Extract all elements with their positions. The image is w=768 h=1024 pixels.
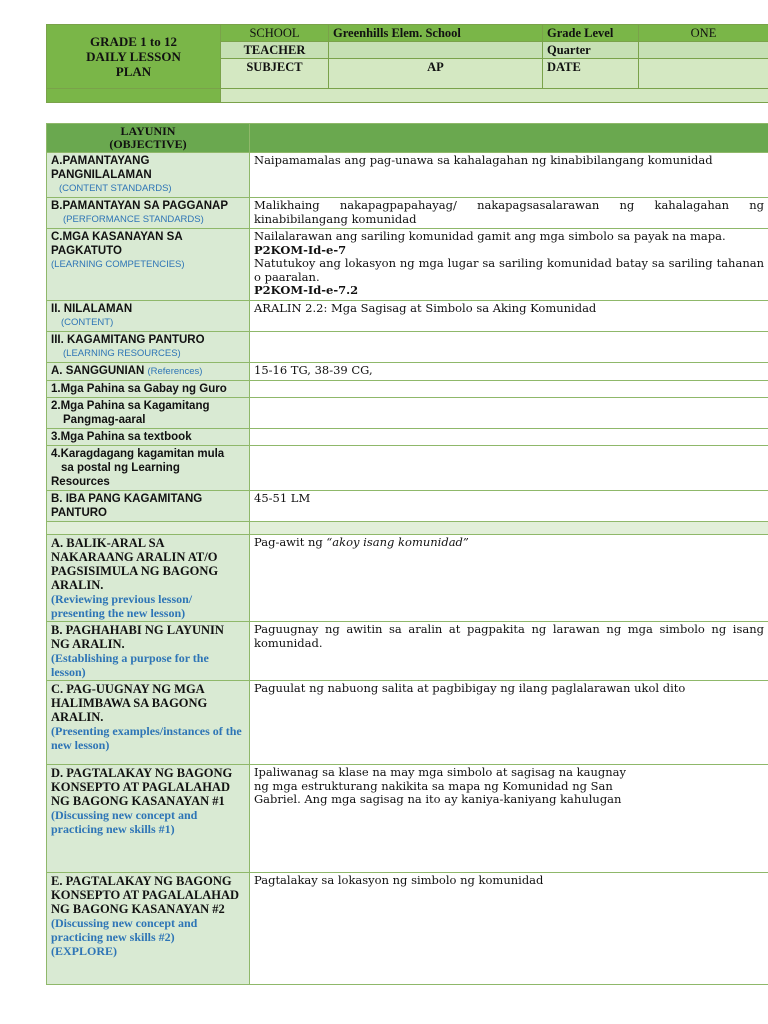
lr-portal-line1: 4.Karagdagang kagamitan mula [51,448,225,460]
discuss1-title: D. PAGTALAKAY NG BAGONG KONSEPTO AT PAGLALAHAD NG BAGONG KASANAYAN #1 [51,766,233,808]
title-line-3: PLAN [115,64,152,79]
review-label [47,535,250,622]
table-row [47,446,768,491]
subject-label: SUBJECT [221,59,329,89]
spacer-right [250,522,768,535]
textbook-value [250,429,768,446]
review-value-song: “akoy isang komunidad” [326,535,469,549]
grade-level-value: ONE [639,25,768,42]
lr-portal-line2: sa postal ng Learning [61,462,180,474]
discuss1-value: Ipaliwanag sa klase na may mga simbolo at sagisag na kaugnay ng mga estrukturang nakikita sa mapa ng Komunidad ng San Gabriel. Ang mga sagisag na ito ay kaniya-kaniyang kahulugan [250,765,768,873]
discuss2-label [47,873,250,985]
review-title: A. BALIK-ARAL SA NAKARAANG ARALIN AT/O PAGSISIMULA NG BAGONG ARALIN. [51,536,219,592]
discuss2-sub: (Discussing new concept and practicing new skills #2) [51,916,198,944]
objective-heading-line2: (OBJECTIVE) [109,137,187,151]
table-row [47,363,768,381]
purpose-sub: (Establishing a purpose for the lesson) [51,651,209,679]
table-row [47,381,768,398]
lesson-plan-table [46,123,768,985]
learner-material-value [250,398,768,429]
table-row [47,398,768,429]
content-standards-title: A.PAMANTAYANG PANGNILALAMAN [51,155,152,181]
title-line-1: GRADE 1 to 12 [89,34,178,49]
content-standards-sub: (CONTENT STANDARDS) [59,183,172,194]
performance-standards-value: Malikhaing nakapagpapahayag/ nakapagsasalarawan ng kahalagahan ng kinabibilangang komunidad [250,198,768,229]
learning-competencies-sub: (LEARNING COMPETENCIES) [51,259,185,270]
table-spacer-row [47,522,768,535]
textbook-label: 3.Mga Pahina sa textbook [47,429,250,446]
purpose-value: Paguugnay ng awitin sa aralin at pagpakita ng larawan ng mga simbolo ng isang komunidad. [250,622,768,681]
table-row [47,429,768,446]
lr-portal-value [250,446,768,491]
table-row [47,332,768,363]
teacher-guide-value [250,381,768,398]
lr-portal-line3: Resources [51,476,110,488]
content-standards-value: Naipamamalas ang pag-unawa sa kahalagahan ng kinabibilangang komunidad [250,153,768,198]
references-sub: (References) [147,366,203,377]
subject-value: AP [329,59,543,89]
examples-label [47,681,250,765]
discuss2-value: Pagtalakay sa lokasyon ng simbolo ng komunidad [250,873,768,985]
school-label: SCHOOL [221,25,329,42]
table-row [47,301,768,332]
learning-resources-value [250,332,768,363]
teacher-guide-label: 1.Mga Pahina sa Gabay ng Guro [47,381,250,398]
content-sub: (CONTENT) [61,317,114,328]
discuss1-label [47,765,250,873]
objective-heading-line1: LAYUNIN [120,124,176,138]
learning-resources-sub: (LEARNING RESOURCES) [63,348,181,359]
content-standards-label [47,153,250,198]
other-materials-value: 45-51 LM [250,491,768,522]
lesson-plan-title [47,25,221,89]
table-row [47,622,768,681]
teacher-label: TEACHER [221,42,329,59]
examples-value: Paguulat ng nabuong salita at pagbibigay ng ilang paglalarawan ukol dito [250,681,768,765]
header-table [46,24,768,103]
table-row [47,873,768,985]
references-label [47,363,250,381]
learner-material-line2: Pangmag-aaral [63,414,146,426]
table-row [47,491,768,522]
discuss2-title: E. PAGTALAKAY NG BAGONG KONSEPTO AT PAGALALAHAD NG BAGONG KASANAYAN #2 [51,874,239,916]
spacer-left [47,522,250,535]
performance-standards-title: B.PAMANTAYAN SA PAGGANAP [51,200,228,212]
objective-heading [47,124,250,153]
examples-title: C. PAG-UUGNAY NG MGA HALIMBAWA SA BAGONG ARALIN. [51,682,208,724]
learner-material-label [47,398,250,429]
title-line-2: DAILY LESSON [86,49,181,64]
competency-1: Nailalarawan ang sariling komunidad gamit ang mga simbolo sa payak na mapa. [254,229,726,243]
review-value-text: Pag-awit ng [254,535,327,549]
objective-heading-row [47,124,768,153]
purpose-title: B. PAGHAHABI NG LAYUNIN NG ARALIN. [51,623,224,651]
date-label: DATE [543,59,639,89]
discuss2-explore: (EXPLORE) [51,944,117,958]
content-value: ARALIN 2.2: Mga Sagisag at Simbolo sa Aking Komunidad [250,301,768,332]
competency-2-code: P2KOM-Id-e-7.2 [254,283,359,297]
teacher-value [329,42,543,59]
references-value: 15-16 TG, 38-39 CG, [250,363,768,381]
learning-competencies-title: C.MGA KASANAYAN SA PAGKATUTO [51,231,183,257]
learner-material-line1: 2.Mga Pahina sa Kagamitang [51,400,210,412]
performance-standards-label [47,198,250,229]
table-row [47,765,768,873]
lr-portal-label [47,446,250,491]
content-title: II. NILALAMAN [51,303,133,315]
performance-standards-sub: (PERFORMANCE STANDARDS) [63,214,204,225]
competency-1-code: P2KOM-Id-e-7 [254,242,347,257]
table-row [47,681,768,765]
quarter-label: Quarter [543,42,639,59]
learning-resources-title: III. KAGAMITANG PANTURO [51,334,205,346]
learning-competencies-label [47,229,250,301]
examples-sub: (Presenting examples/instances of the new lesson) [51,724,242,752]
date-value [639,59,768,89]
table-row [47,153,768,198]
grade-level-label: Grade Level [543,25,639,42]
references-title: A. SANGGUNIAN [51,365,145,377]
discuss1-sub: (Discussing new concept and practicing new skills #1) [51,808,198,836]
table-row [47,535,768,622]
table-row [47,198,768,229]
review-sub: (Reviewing previous lesson/ presenting the new lesson) [51,592,193,620]
content-label [47,301,250,332]
learning-competencies-value [250,229,768,301]
quarter-value [639,42,768,59]
table-row [47,229,768,301]
objective-heading-fill [250,124,768,153]
review-value [250,535,768,622]
header-footer-left [47,89,221,103]
school-value: Greenhills Elem. School [329,25,543,42]
learning-resources-label [47,332,250,363]
competency-2: Natutukoy ang lokasyon ng mga lugar sa sariling komunidad batay sa sariling tahanan o paaralan. [254,256,764,284]
header-footer-right [221,89,768,103]
purpose-label [47,622,250,681]
other-materials-label: B. IBA PANG KAGAMITANG PANTURO [47,491,250,522]
